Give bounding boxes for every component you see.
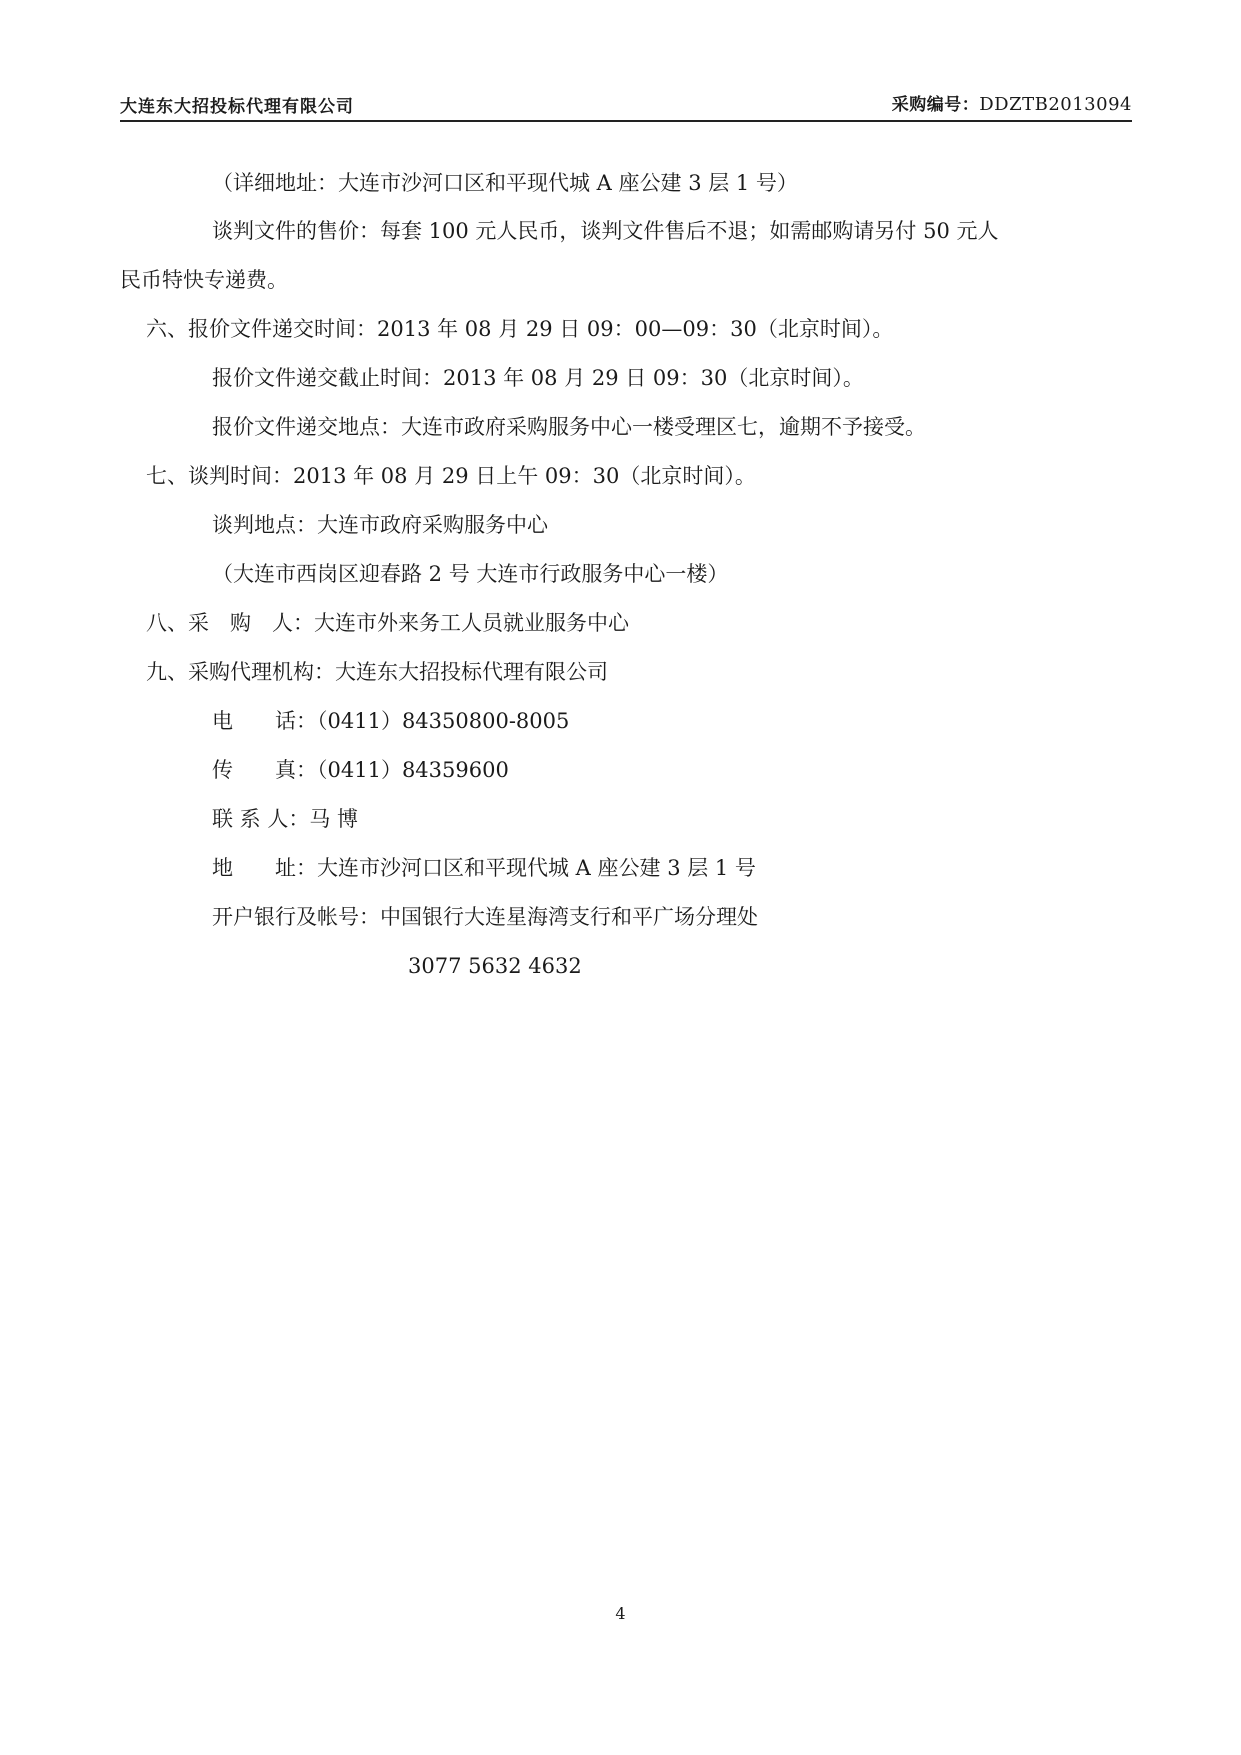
bank-account-number: 3077 5632 4632 [408,954,582,978]
page-number: 4 [615,1604,626,1623]
document-price-line: 谈判文件的售价：每套 100 元人民币，谈判文件售后不退；如需邮购请另付 50 元人 [212,219,999,243]
agency-fax-line: 传 真：（0411）84359600 [212,758,509,782]
section-seven-negotiation-time: 七、谈判时间：2013 年 08 月 29 日上午 09：30（北京时间）。 [146,464,756,488]
procurement-code-label: 采购编号： [891,95,980,115]
detailed-address-line: （详细地址：大连市沙河口区和平现代城 A 座公建 3 层 1 号） [212,171,798,195]
agency-phone-line: 电 话：（0411）84350800-8005 [212,709,570,733]
agency-address-line: 地 址：大连市沙河口区和平现代城 A 座公建 3 层 1 号 [212,856,756,880]
section-eight-purchaser: 八、采 购 人：大连市外来务工人员就业服务中心 [146,611,629,635]
document-price-line-continued: 民币特快专递费。 [120,268,288,292]
agency-contact-line: 联 系 人：马 博 [212,807,359,831]
header-procurement-code [892,90,1132,115]
submission-deadline-line: 报价文件递交截止时间：2013 年 08 月 29 日 09：30（北京时间）。 [212,366,864,390]
page-header [120,88,1132,116]
negotiation-address-line: （大连市西岗区迎春路 2 号 大连市行政服务中心一楼） [212,562,729,586]
section-six-submission-time: 六、报价文件递交时间：2013 年 08 月 29 日 09：00—09：30（北京时间）。 [146,317,894,341]
header-company-name: 大连东大招投标代理有限公司 [120,97,354,117]
negotiation-location-line: 谈判地点：大连市政府采购服务中心 [212,513,548,537]
header-divider [120,120,1132,122]
bank-account-line: 开户银行及帐号：中国银行大连星海湾支行和平广场分理处 [212,905,758,929]
submission-location-line: 报价文件递交地点：大连市政府采购服务中心一楼受理区七，逾期不予接受。 [212,415,926,439]
section-nine-agency: 九、采购代理机构：大连东大招投标代理有限公司 [146,660,608,684]
procurement-code-value: DDZTB2013094 [979,94,1132,115]
